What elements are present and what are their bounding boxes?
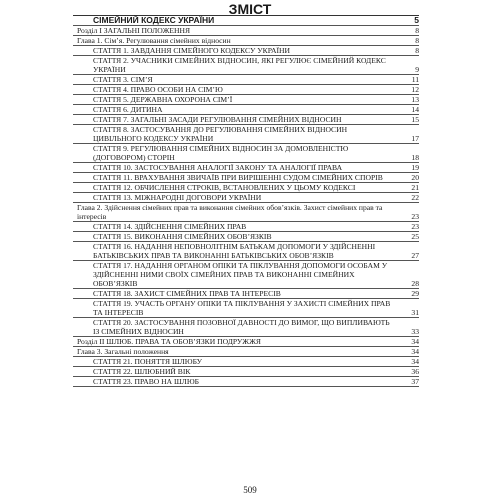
toc-entry[interactable] [73,347,419,357]
toc-entry-title: СТАТТЯ 18. ЗАХИСТ СІМЕЙНИХ ПРАВ ТА ІНТЕРЕСІВ [93,289,281,298]
toc-entry[interactable] [73,173,419,183]
toc-entry[interactable] [73,289,419,299]
toc-entry-page: 8 [415,26,419,35]
toc-entry-title: Глава 3. Загальні положення [77,347,169,356]
toc-entry-page: 19 [411,163,419,172]
toc-entry-title: СТАТТЯ 6. ДИТИНА [93,105,163,114]
toc-entry-page: 23 [411,222,419,231]
toc-entry-title: Розділ І ЗАГАЛЬНІ ПОЛОЖЕННЯ [77,26,191,35]
toc-entry-page: 9 [415,65,419,74]
toc-entry-page: 23 [411,212,419,221]
toc-entry-page: 33 [411,327,419,336]
toc-entry[interactable] [73,203,419,222]
toc-entry[interactable] [73,222,419,232]
toc-entry[interactable] [73,56,419,75]
toc-entry-page: 18 [411,153,419,162]
toc-entry-title: СТАТТЯ 8. ЗАСТОСУВАННЯ ДО РЕГУЛЮВАННЯ СІМЕЙНИХ ВІДНОСИН ЦИВІЛЬНОГО КОДЕКСУ УКРАЇНИ [93,125,348,143]
toc-entry-page: 17 [411,134,419,143]
toc-entry[interactable] [73,318,419,337]
toc-entry[interactable] [73,261,419,289]
toc-entry[interactable] [73,95,419,105]
toc-entry-title: СТАТТЯ 15. ВИКОНАННЯ СІМЕЙНИХ ОБОВ’ЯЗКІВ [93,232,272,241]
toc-entry-page: 13 [411,95,419,104]
toc-entry-title: СТАТТЯ 11. ВРАХУВАННЯ ЗВИЧАЇВ ПРИ ВИРІШЕННІ СУДОМ СІМЕЙНИХ СПОРІВ [93,173,383,182]
toc-entry[interactable] [73,193,419,203]
toc-entry-title: СТАТТЯ 3. СІМ’Я [93,75,153,84]
toc-entry-title: СТАТТЯ 14. ЗДІЙСНЕННЯ СІМЕЙНИХ ПРАВ [93,222,247,231]
toc-entry[interactable] [73,163,419,173]
toc-entry-title: СТАТТЯ 4. ПРАВО ОСОБИ НА СІМ’Ю [93,85,223,94]
toc-entry[interactable] [73,183,419,193]
toc-entry[interactable] [73,36,419,46]
toc-entry-title: СТАТТЯ 7. ЗАГАЛЬНІ ЗАСАДИ РЕГУЛЮВАННЯ СІМЕЙНИХ ВІДНОСИН [93,115,342,124]
toc-entry-page: 29 [411,289,419,298]
toc-entry-page: 37 [411,377,419,386]
toc-entry[interactable] [73,299,419,318]
toc-entry-page: 31 [411,308,419,317]
toc-entry-page: 36 [411,367,419,376]
toc-entry[interactable] [73,125,419,144]
table-of-contents [73,15,419,387]
toc-entry-title: СТАТТЯ 23. ПРАВО НА ШЛЮБ [93,377,199,386]
toc-entry-page: 22 [411,193,419,202]
toc-entry[interactable] [73,105,419,115]
toc-entry-page: 25 [411,232,419,241]
toc-entry[interactable] [73,357,419,367]
toc-entry-title: СТАТТЯ 2. УЧАСНИКИ СІМЕЙНИХ ВІДНОСИН, ЯКІ РЕГУЛЮЄ СІМЕЙНИЙ КОДЕКС УКРАЇНИ [93,56,386,74]
toc-entry-page: 8 [415,36,419,45]
toc-entry-page: 34 [411,337,419,346]
toc-entry-title: СТАТТЯ 19. УЧАСТЬ ОРГАНУ ОПІКИ ТА ПІКЛУВАННЯ У ЗАХИСТІ СІМЕЙНИХ ПРАВ ТА ІНТЕРЕСІВ [93,299,391,317]
toc-entry[interactable] [73,115,419,125]
toc-entry[interactable] [73,232,419,242]
toc-entry[interactable] [73,377,419,387]
toc-entry-page: 34 [411,357,419,366]
toc-entry-page: 8 [415,46,419,55]
toc-entry-page: 20 [411,173,419,182]
toc-entry-page: 28 [411,279,419,288]
toc-entry[interactable] [73,16,419,26]
toc-entry-title: СТАТТЯ 17. НАДАННЯ ОРГАНОМ ОПІКИ ТА ПІКЛУВАННЯ ДОПОМОГИ ОСОБАМ У ЗДІЙСНЕННІ НИМИ СВОЇХ СІМЕЙНИХ ПРАВ ТА ВИКОНАННІ СІМЕЙНИХ ОБОВ’ЯЗКІВ [93,261,388,288]
toc-entry-title: Розділ ІІ ШЛЮБ. ПРАВА ТА ОБОВ’ЯЗКИ ПОДРУЖЖЯ [77,337,261,346]
toc-entry-title: СТАТТЯ 1. ЗАВДАННЯ СІМЕЙНОГО КОДЕКСУ УКРАЇНИ [93,46,290,55]
toc-entry[interactable] [73,144,419,163]
toc-entry[interactable] [73,26,419,36]
toc-entry[interactable] [73,75,419,85]
toc-entry[interactable] [73,367,419,377]
toc-entry-title: СТАТТЯ 16. НАДАННЯ НЕПОВНОЛІТНІМ БАТЬКАМ ДОПОМОГИ У ЗДІЙСНЕННІ БАТЬКІВСЬКИХ ПРАВ ТА ВИКОНАННІ БАТЬКІВСЬКИХ ОБОВ’ЯЗКІВ [93,242,376,260]
toc-entry-title: СІМЕЙНИЙ КОДЕКС УКРАЇНИ [93,15,215,25]
toc-entry-page: 34 [411,347,419,356]
toc-entry-title: Глава 1. Сім’я. Регулювання сімейних відносин [77,36,231,45]
toc-entry[interactable] [73,242,419,261]
toc-entry[interactable] [73,337,419,347]
toc-entry[interactable] [73,85,419,95]
toc-entry[interactable] [73,46,419,56]
toc-entry-page: 11 [411,75,419,84]
toc-entry-page: 12 [411,85,419,94]
toc-entry-title: СТАТТЯ 10. ЗАСТОСУВАННЯ АНАЛОГІЇ ЗАКОНУ ТА АНАЛОГІЇ ПРАВА [93,163,343,172]
toc-entry-title: СТАТТЯ 20. ЗАСТОСУВАННЯ ПОЗОВНОЇ ДАВНОСТІ ДО ВИМОГ, ЩО ВИПЛИВАЮТЬ ІЗ СІМЕЙНИХ ВІДНОСИН [93,318,390,336]
toc-entry-title: СТАТТЯ 21. ПОНЯТТЯ ШЛЮБУ [93,357,203,366]
toc-entry-title: СТАТТЯ 5. ДЕРЖАВНА ОХОРОНА СІМ’Ї [93,95,233,104]
toc-entry-title: Глава 2. Здійснення сімейних прав та виконання сімейних обов’язків. Захист сімейних прав та інтересів [77,203,383,221]
toc-entry-page: 27 [411,251,419,260]
toc-entry-title: СТАТТЯ 13. МІЖНАРОДНІ ДОГОВОРИ УКРАЇНИ [93,193,262,202]
toc-entry-page: 15 [411,115,419,124]
toc-entry-title: СТАТТЯ 12. ОБЧИСЛЕННЯ СТРОКІВ, ВСТАНОВЛЕНИХ У ЦЬОМУ КОДЕКСІ [93,183,356,192]
page-number: 509 [243,485,257,495]
toc-entry-page: 21 [411,183,419,192]
page-title: ЗМІСТ [228,1,272,17]
toc-entry-page: 5 [414,15,419,25]
toc-entry-title: СТАТТЯ 9. РЕГУЛЮВАННЯ СІМЕЙНИХ ВІДНОСИН ЗА ДОМОВЛЕНІСТЮ (ДОГОВОРОМ) СТОРІН [93,144,349,162]
toc-entry-title: СТАТТЯ 22. ШЛЮБНИЙ ВІК [93,367,191,376]
toc-entry-page: 14 [411,105,419,114]
